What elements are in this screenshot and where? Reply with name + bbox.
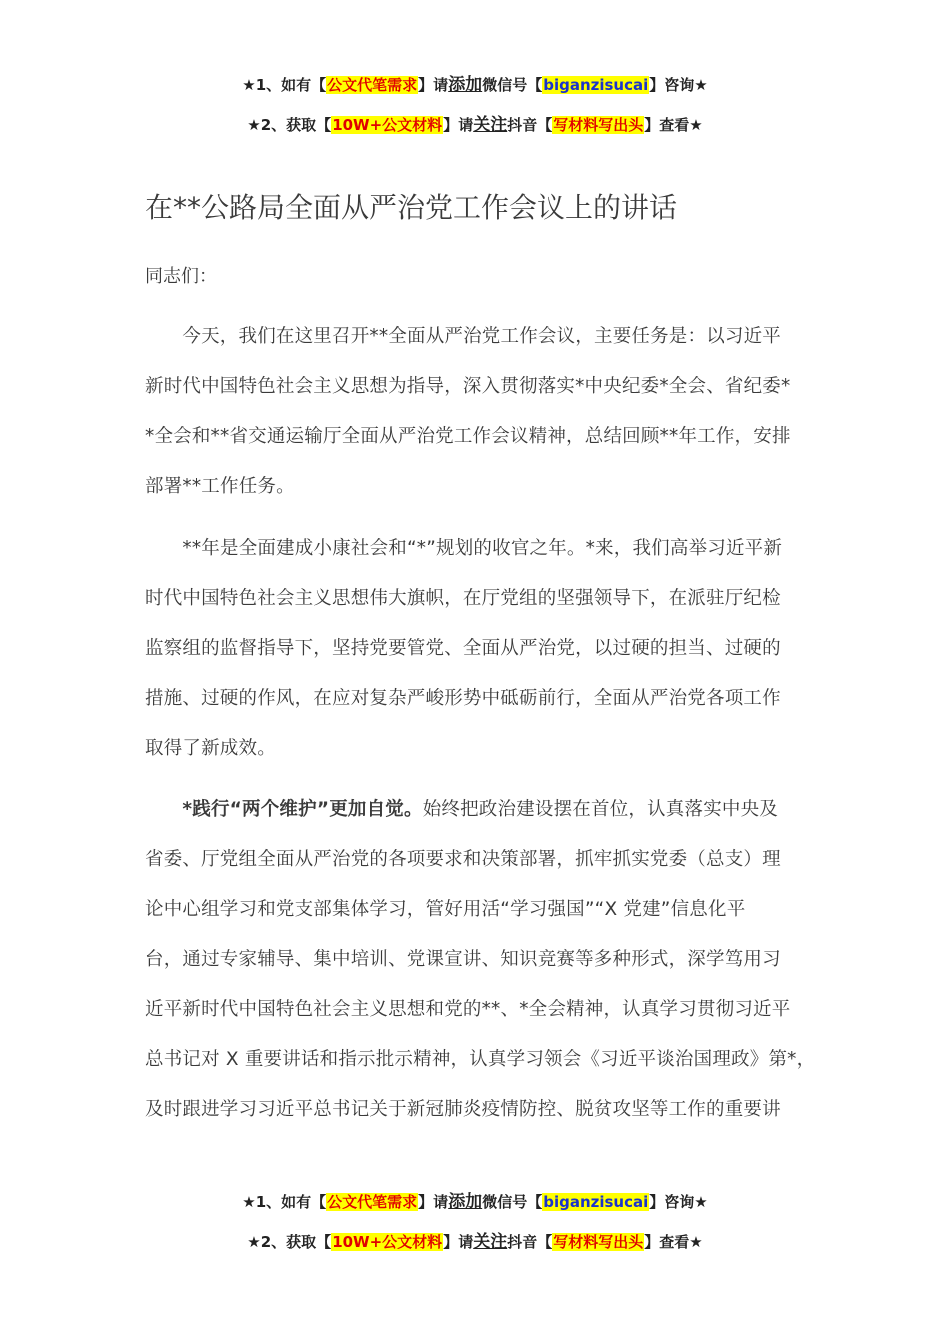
ad-highlight: 公文代笔需求 (327, 76, 418, 94)
ad-douyin-id: 写材料写出头 (553, 1233, 644, 1251)
body-line: 新时代中国特色社会主义思想为指导，深入贯彻落实*中央纪委*全会、省纪委* (145, 376, 791, 397)
body-line: 监察组的监督指导下，坚持党要管党、全面从严治党，以过硬的担当、过硬的 (145, 638, 781, 659)
ad-text: 】请 (443, 1233, 474, 1251)
ad-highlight: 10W+公文材料 (332, 116, 443, 134)
ad-highlight: 10W+公文材料 (332, 1233, 443, 1251)
document-title: 在**公路局全面从严治党工作会议上的讲话 (145, 191, 678, 224)
ad-text: 】查看★ (644, 116, 703, 134)
ad-text: 】请 (418, 76, 449, 94)
ad-emphasis: 添加 (448, 75, 483, 95)
ad-text: 微信号【 (482, 1193, 543, 1211)
ad-emphasis: 关注 (473, 115, 508, 135)
ad-emphasis: 关注 (473, 1232, 508, 1252)
footer-ad-line-1 (0, 1187, 950, 1212)
footer-ad-line-2 (0, 1227, 950, 1252)
body-line (145, 795, 778, 821)
body-line: *全会和**省交通运输厅全面从严治党工作会议精神，总结回顾**年工作，安排 (145, 426, 791, 447)
ad-text: ★2、获取【 (247, 116, 332, 134)
body-line: 总书记对 X 重要讲话和指示批示精神，认真学习领会《习近平谈治国理政》第*， (145, 1049, 816, 1070)
ad-wechat-id: biganzisucai (543, 1193, 649, 1211)
ad-text: 】咨询★ (649, 1193, 708, 1211)
body-line: 及时跟进学习习近平总书记关于新冠肺炎疫情防控、脱贫攻坚等工作的重要讲 (145, 1099, 781, 1120)
body-line: 省委、厅党组全面从严治党的各项要求和决策部署，抓牢抓实党委（总支）理 (145, 849, 781, 870)
body-line: 取得了新成效。 (145, 738, 276, 759)
ad-text: ★1、如有【 (242, 1193, 327, 1211)
ad-text: 抖音【 (507, 116, 553, 134)
ad-text: ★2、获取【 (247, 1233, 332, 1251)
ad-wechat-id: biganzisucai (543, 76, 649, 94)
body-line: 时代中国特色社会主义思想伟大旗帜，在厅党组的坚强领导下，在派驻厅纪检 (145, 588, 781, 609)
body-line: 论中心组学习和党支部集体学习，管好用活“学习强国”“X 党建”信息化平 (145, 899, 746, 920)
ad-text: 】请 (418, 1193, 449, 1211)
ad-douyin-id: 写材料写出头 (553, 116, 644, 134)
body-line: 今天，我们在这里召开**全面从严治党工作会议，主要任务是：以习近平 (145, 326, 782, 347)
body-line: 台，通过专家辅导、集中培训、党课宣讲、知识竞赛等多种形式，深学笃用习 (145, 949, 781, 970)
header-ad-line-2 (0, 110, 950, 135)
para-text: 始终把政治建设摆在首位，认真落实中央及 (422, 799, 779, 820)
ad-highlight: 公文代笔需求 (327, 1193, 418, 1211)
body-line: 措施、过硬的作风，在应对复杂严峻形势中砥砺前行，全面从严治党各项工作 (145, 688, 781, 709)
ad-text: 微信号【 (482, 76, 543, 94)
body-line: 部署**工作任务。 (145, 476, 295, 497)
ad-text: 】请 (443, 116, 474, 134)
body-line: **年是全面建成小康社会和“*”规划的收官之年。*来，我们高举习近平新 (145, 538, 783, 559)
ad-text: 抖音【 (507, 1233, 553, 1251)
ad-text: ★1、如有【 (242, 76, 327, 94)
salutation: 同志们： (145, 266, 217, 287)
header-ad-line-1 (0, 70, 950, 95)
para-heading: *践行“两个维护”更加自觉。 (145, 799, 423, 820)
ad-text: 】查看★ (644, 1233, 703, 1251)
body-line: 近平新时代中国特色社会主义思想和党的**、*全会精神，认真学习贯彻习近平 (145, 999, 791, 1020)
ad-text: 】咨询★ (649, 76, 708, 94)
ad-emphasis: 添加 (448, 1192, 483, 1212)
